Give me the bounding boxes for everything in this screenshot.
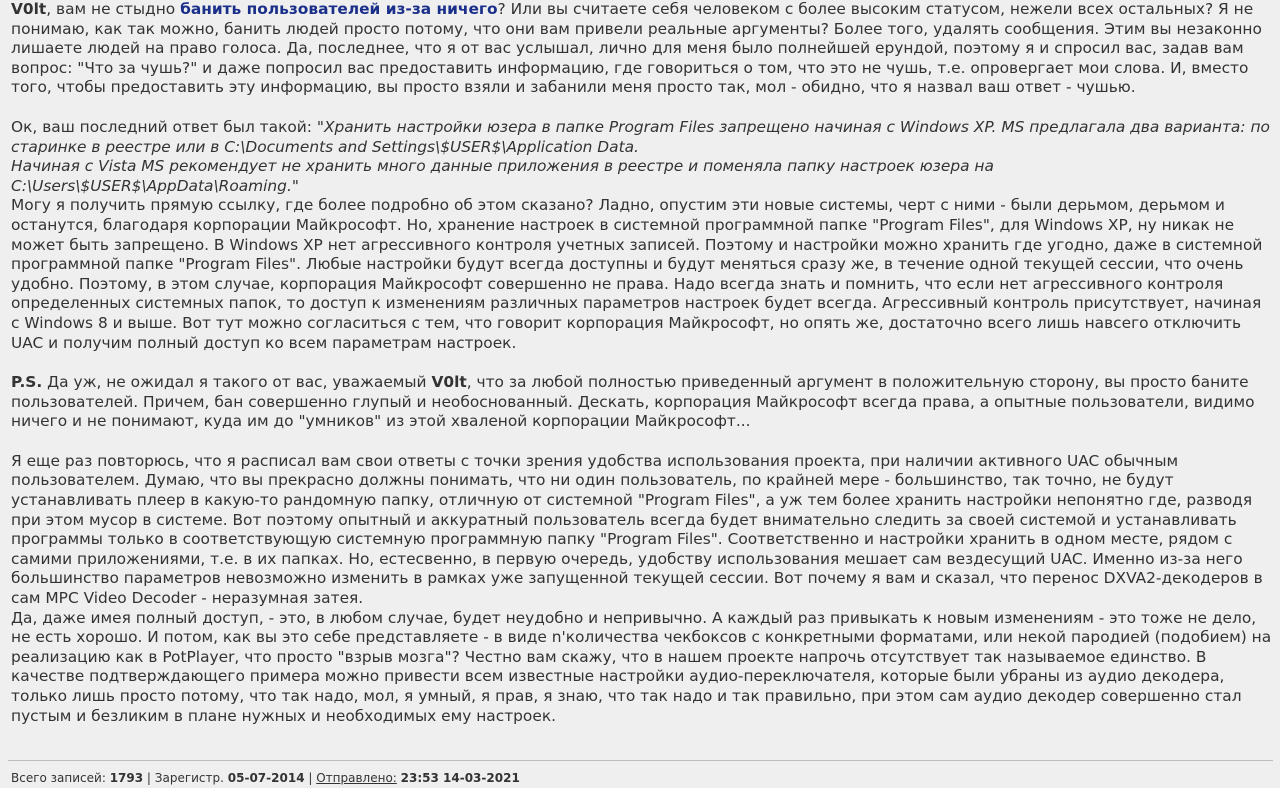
registered-label: Зарегистр. [154, 771, 224, 785]
post-paragraph-ps [11, 373, 1273, 432]
footer-separator: | [143, 771, 155, 785]
text-fragment: Могу я получить прямую ссылку, где более подробно об этом сказано? Ладно, опустим эти новые системы, черт с ними - были дерьмом, дерьмом и останутся, благодаря корпорации Майкрософт. Но, хранение настроек в системной программной папке "Program Files", для Windows XP, ну никак не может быть запрещено. В Windows XP нет агрессивного контроля учетных записей. Поэтому и настройки можно хранить где угодно, даже в системной программной папке "Program Files". Любые настройки будут всегда доступны и будут меняться сразу же, в течение одной текущей сессии, что очень удобно. Поэтому, в этом случае, корпорация Майкрософт совершенно не права. Надо всегда знать и помнить, что если нет агрессивного контроля определенных системных папок, то доступ к изменениям различных параметров настроек будет всегда. Агрессивный контроль присутствует, начиная с Windows 8 и выше. Вот тут можно согласиться с тем, что говорит корпорация Майкрософт, но опять же, достаточно всего лишь навсего отключить UAC и получим полный доступ ко всем параметрам настроек. [11, 196, 1263, 352]
sent-link[interactable]: Отправлено: [316, 771, 397, 785]
text-fragment: ? Или вы считаете себя человеком с более высоким статусом, нежели всех остальных? Я не понимаю, как так можно, банить людей просто потому, что они вам привели реальные аргументы? Более того, удалять сообщения. Этим вы незаконно лишаете людей на право голоса. Да, последнее, что я от вас услышал, лично для меня было полнейшей ерундой, поэтому я и спросил вас, задав вам вопрос: "Что за чушь?" и даже попросил вас предоставить информацию, где говориться о том, что это не чушь, т.е. опровергает мои слова. И, вместо того, чтобы предоставить эту информацию, вы просто взяли и забанили меня просто так, мол - обидно, что я назвал ваш ответ - чушью. [11, 0, 1262, 97]
paragraph-gap [11, 432, 1273, 452]
text-fragment: Да уж, не ожидал я такого от вас, уважаемый [42, 373, 432, 392]
text-fragment: , вам не стыдно [46, 0, 181, 18]
quoted-reply: Начиная с Vista MS рекомендует не хранить много данные приложения в реестре и поменяла папку настроек юзера на C:\Users\$USER$\AppData\Roaming." [11, 157, 994, 195]
total-posts-value: 1793 [109, 771, 144, 785]
paragraph-gap [11, 353, 1273, 373]
footer-separator: | [304, 771, 317, 785]
footer-divider [8, 760, 1273, 761]
forum-post-body [11, 0, 1273, 726]
text-fragment: , что за любой полностью приведенный аргумент в положительную сторону, вы просто баните пользователей. Причем, бан совершенно глупый и необоснованный. Дескать, корпорация Майкрософт всегда права, а опытные пользователи, видимо ничего и не понимают, куда им до "умников" из этой хваленой корпорации Майкрософт... [11, 373, 1255, 431]
registered-value: 05-07-2014 [227, 771, 305, 785]
ps-label: P.S. [11, 373, 43, 392]
paragraph-gap [11, 98, 1273, 118]
post-paragraph-4: Я еще раз повторюсь, что я расписал вам свои ответы с точки зрения удобства использования проекта, при наличии активного UAC обычным пользователем. Думаю, что вы прекрасно должны понимать, что ни один пользователь, по крайней мере - большинство, так точно, не будут устанавливать плеер в какую-то рандомную папку, отличную от системной "Program Files", а уж тем более хранить настройки непонятно где, разводя при этом мусор в системе. Вот поэтому опытный и аккуратный пользователь всегда будет внимательно следить за своей системой и устанавливать программы только в соответствующую системную программную папку "Program Files". Соответственно и настройки хранить в одном месте, рядом с самими приложениями, т.е. в их папках. Но, естесвенно, в первую очередь, удобству использования мешает сам вездесущий UAC. Именно из-за него большинство параметров невозможно изменить в рамках уже запущенной текущей сессии. Вот почему я вам и сказал, что перенос DXVA2-декодеров в сам MPC Video Decoder - неразумная затея. [11, 451, 1263, 608]
quoted-reply: "Хранить настройки юзера в папке Program Files запрещено начиная с Windows XP. MS предлагала два варианта: по старинке в реестре или в C:\Documents and Settings\$USER$\Application Data. [11, 117, 1270, 156]
sent-value: 23:53 14-03-2021 [400, 771, 520, 785]
post-paragraph-5: Да, даже имея полный доступ, - это, в любом случае, будет неудобно и непривычно. А каждый раз привыкать к новым изменениям - это тоже не дело, не есть хорошо. И потом, как вы это себе представляете - в виде n'количества чекбоксов с конкретными форматами, или некой пародией (подобием) на реализацию как в PotPlayer, что просто "взрыв мозга"? Честно вам скажу, что в нашем проекте напрочь отсутствует так называемое единство. В качестве подтверждающего примера можно привести всем известные настройки аудио-переключателя, которые были убраны из аудио декодера, только лишь просто потому, что так надо, мол, я умный, я прав, я знаю, что так надо и так правильно, при этом сам аудио декодер совершенно стал пустым и безликим в плане нужных и необходимых ему настроек. [11, 608, 1272, 725]
author-name[interactable]: V0lt [431, 373, 467, 392]
total-posts-label: Всего записей: [11, 771, 106, 785]
post-paragraph-1 [11, 0, 1273, 98]
post-paragraph-2 [11, 118, 1273, 353]
post-footer [11, 770, 520, 786]
author-name[interactable]: V0lt [11, 0, 47, 18]
ban-link[interactable]: банить пользователей из-за ничего [180, 0, 498, 18]
text-fragment: Ок, ваш последний ответ был такой: [11, 117, 317, 136]
